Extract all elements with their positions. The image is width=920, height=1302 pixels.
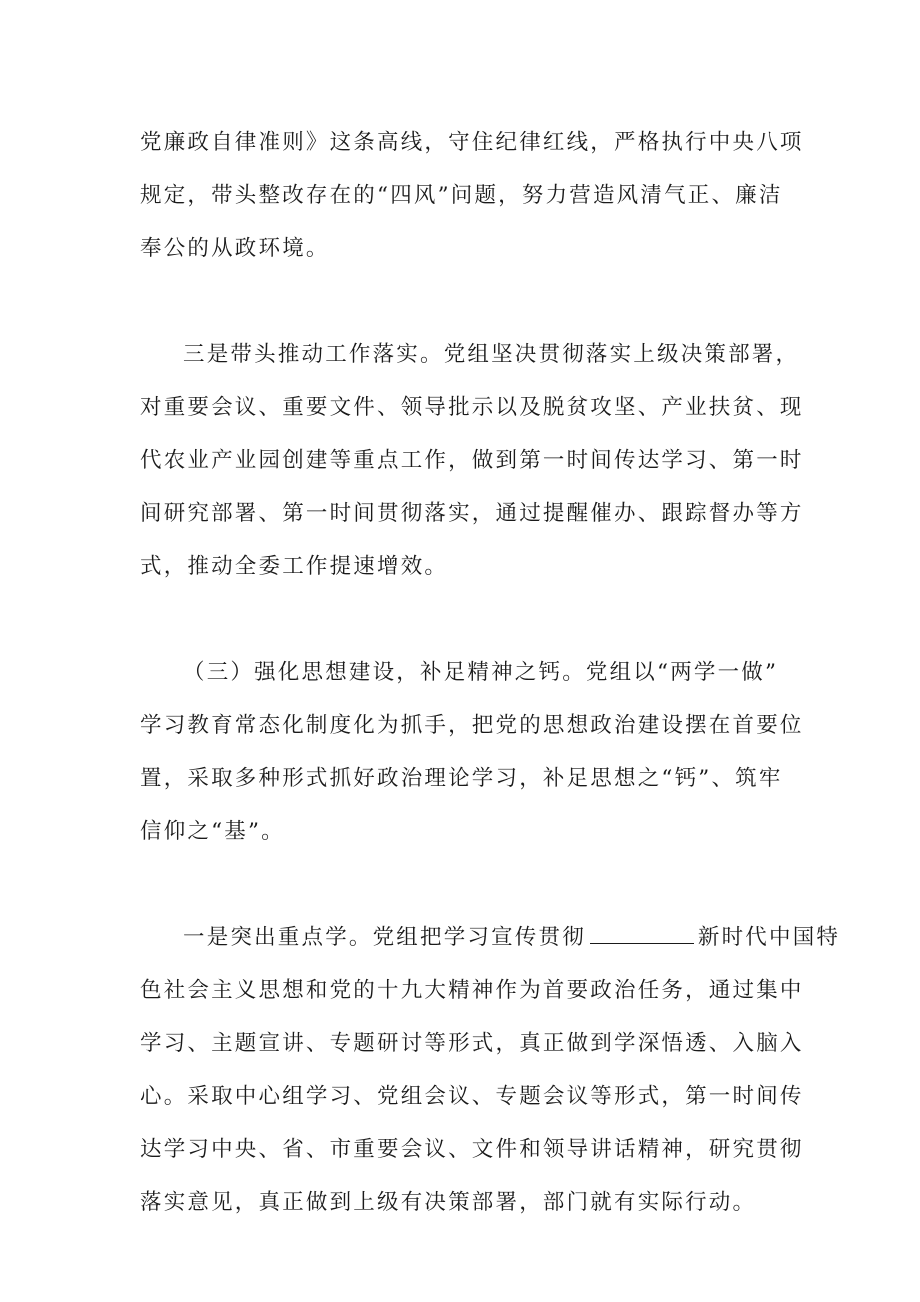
- text-after-blank: 新时代中国特: [697, 925, 841, 950]
- text-line: 代农业产业园创建等重点工作，做到第一时间传达学习、第一时: [140, 448, 804, 473]
- text-line: 置，采取多种形式抓好政治理论学习，补足思想之“钙”、筑牢: [140, 766, 783, 791]
- text-line: 信仰之“基”。: [140, 819, 285, 844]
- text-line: 间研究部署、第一时间贯彻落实，通过提醒催办、跟踪督办等方: [140, 501, 804, 526]
- text-line: 党廉政自律准则》这条高线，守住纪律红线，严格执行中央八项: [140, 130, 804, 155]
- text-line: 达学习中央、省、市重要会议、文件和领导讲话精神，研究贯彻: [140, 1137, 804, 1162]
- document-body: [140, 116, 841, 1229]
- text-line: 对重要会议、重要文件、领导批示以及脱贫攻坚、产业扶贫、现: [140, 395, 804, 420]
- paragraph-work-implementation: [140, 328, 804, 593]
- text-line: 色社会主义思想和党的十九大精神作为首要政治任务，通过集中: [140, 978, 804, 1003]
- paragraph-spacer: [140, 593, 790, 646]
- paragraph-spacer: [140, 858, 790, 911]
- text-line-with-blank: [140, 911, 841, 964]
- section-heading-line: （三）强化思想建设，补足精神之钙。党组以“两学一做”: [183, 660, 779, 685]
- text-line: 学习、主题宣讲、专题研讨等形式，真正做到学深悟透、入脑入: [140, 1031, 804, 1056]
- text-line: 奉公的从政环境。: [140, 236, 330, 261]
- text-line: 落实意见，真正做到上级有决策部署，部门就有实际行动。: [140, 1190, 757, 1215]
- paragraph-spacer: [140, 275, 790, 328]
- text-line: 式，推动全委工作提速增效。: [140, 554, 449, 579]
- text-line: 心。采取中心组学习、党组会议、专题会议等形式，第一时间传: [140, 1084, 804, 1109]
- fill-in-blank: [590, 923, 694, 944]
- text-line: 规定，带头整改存在的“四风”问题，努力营造风清气正、廉洁: [140, 183, 783, 208]
- text-before-blank: 一是突出重点学。党组把学习宣传贯彻: [183, 925, 586, 950]
- paragraph-ideological-building: [140, 646, 804, 858]
- text-line: 学习教育常态化制度化为抓手，把党的思想政治建设摆在首要位: [140, 713, 804, 738]
- paragraph-focused-study: [140, 911, 841, 1229]
- paragraph-discipline-continued: [140, 116, 804, 275]
- text-line: 三是带头推动工作落实。党组坚决贯彻落实上级决策部署，: [183, 342, 800, 367]
